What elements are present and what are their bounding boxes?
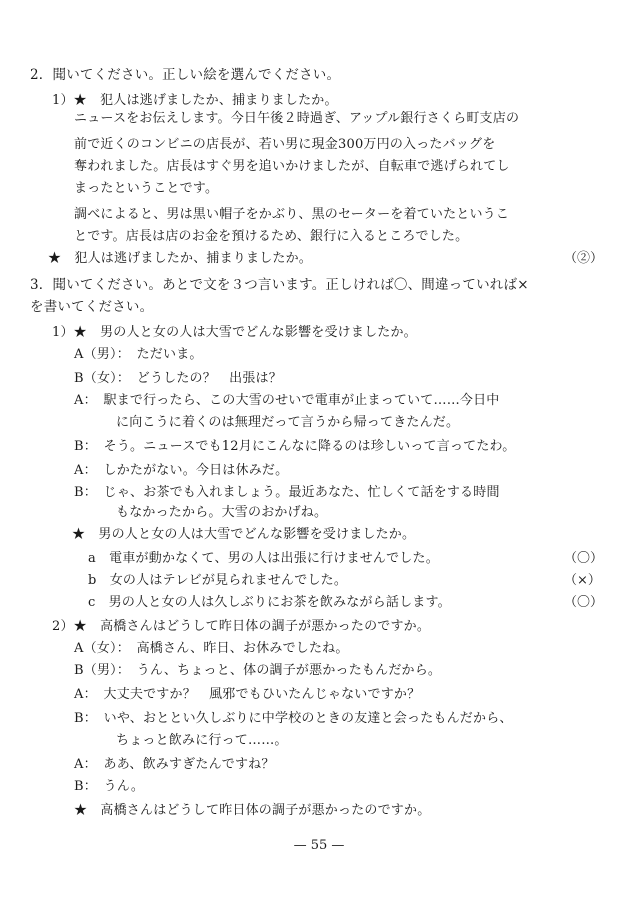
q2-passage-line: 前で近くのコンビニの店長が、若い男に現金300万円の入ったバッグを — [74, 137, 496, 152]
dialogue-line: A（女）： 高橋さん、昨日、お休みでしたね。 — [74, 641, 349, 656]
q2-item1-prompt: 1）★ 犯人は逃げましたか、捕まりましたか。 — [52, 93, 338, 108]
q2-passage-line: 調べによると、男は黒い帽子をかぶり、黒のセーターを着ていたというこ — [74, 207, 510, 222]
dialogue-line: A： 大丈夫ですか？ 風邪でもひいたんじゃないですか？ — [74, 687, 421, 702]
choice-c: c 男の人と女の人は久しぶりにお茶を飲みながら話します。 — [88, 595, 451, 610]
dialogue-line: B： うん。 — [74, 779, 145, 794]
q2-passage-line: まったということです。 — [74, 181, 219, 196]
dialogue-line: もなかったから。大雪のおかげね。 — [116, 505, 328, 520]
choice-a: a 電車が動かなくて、男の人は出張に行けませんでした。 — [88, 551, 439, 566]
dialogue-line: A： ああ、飲みすぎたんですね？ — [74, 757, 275, 772]
dialogue-line: B： じゃ、お茶でも入れましょう。最近あなた、忙しくて話をする時間 — [74, 485, 500, 500]
dialogue-line: B（女）： どうしたの？ 出張は？ — [74, 371, 282, 386]
q2-passage-line: ニュースをお伝えします。今日午後２時過ぎ、アップル銀行さくら町支店の — [74, 111, 520, 126]
q3-item1-prompt: 1）★ 男の人と女の人は大雪でどんな影響を受けましたか。 — [52, 325, 417, 340]
q2-instruction: 2．聞いてください。正しい絵を選んでください。 — [30, 67, 341, 83]
q3-item2-question-repeat: ★ 高橋さんはどうして昨日体の調子が悪かったのですか。 — [74, 803, 431, 818]
q3-instruction: を書いてください。 — [30, 299, 154, 315]
q2-item1-question-repeat: ★ 犯人は逃げましたか、捕まりましたか。 — [48, 251, 313, 266]
dialogue-line: B： いや、おととい久しぶりに中学校のときの友達と会ったもんだから、 — [74, 711, 513, 726]
q2-answer: （②） — [564, 251, 604, 266]
dialogue-line: A： 駅まで行ったら、この大雪のせいで電車が止まっていて……今日中 — [74, 393, 500, 408]
q2-passage-line: 奪われました。店長はすぐ男を追いかけましたが、自転車で逃げられてし — [74, 159, 510, 174]
choice-b: b 女の人はテレビが見られませんでした。 — [88, 573, 348, 588]
dialogue-line: B（男）： うん、ちょっと、体の調子が悪かったもんだから。 — [74, 663, 442, 678]
choice-a-mark: （〇） — [564, 551, 604, 566]
q3-item2-prompt: 2）★ 高橋さんはどうして昨日体の調子が悪かったのですか。 — [52, 619, 431, 634]
choice-b-mark: （×） — [564, 573, 601, 588]
page-number: — 55 — — [293, 838, 345, 853]
q3-instruction: 3．聞いてください。あとで文を３つ言います。正しければ〇、間違っていれば× — [30, 277, 529, 293]
dialogue-line: B： そう。ニュースでも12月にこんなに降るのは珍しいって言ってたわ。 — [74, 439, 516, 454]
q3-item1-question-repeat: ★ 男の人と女の人は大雪でどんな影響を受けましたか。 — [72, 527, 416, 542]
dialogue-line: に向こうに着くのは無理だって言うから帰ってきたんだ。 — [116, 415, 460, 430]
dialogue-line: ちょっと飲みに行って……。 — [116, 733, 288, 748]
choice-c-mark: （〇） — [564, 595, 604, 610]
dialogue-line: A： しかたがない。今日は休みだ。 — [74, 463, 289, 478]
dialogue-line: A（男）： ただいま。 — [74, 347, 203, 362]
q2-passage-line: とです。店長は店のお金を預けるため、銀行に入るところでした。 — [74, 229, 469, 244]
